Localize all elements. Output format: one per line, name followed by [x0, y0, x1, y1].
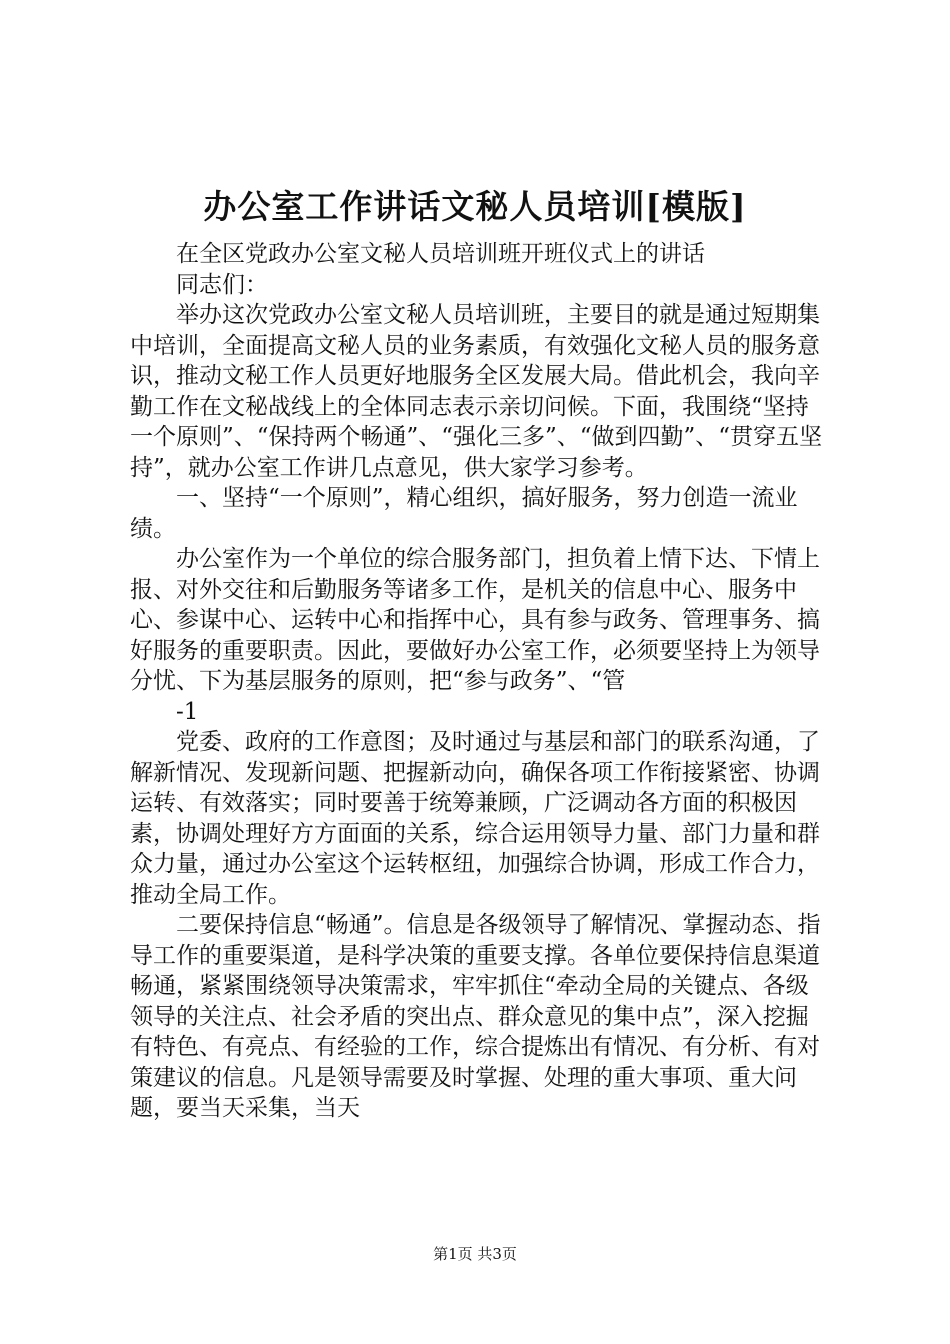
page-footer: 第1页 共3页 [433, 1245, 517, 1263]
paragraph: 二要保持信息“畅通”。信息是各级领导了解情况、掌握动态、指导工作的重要渠道，是科学决策的重要支撑。各单位要保持信息渠道畅通，紧紧围绕领导决策需求，牢牢抓住“牵动全局的关键点、各级领导的关注点、社会矛盾的突出点、群众意见的集中点”，深入挖掘有特色、有亮点、有经验的工作，综合提炼出有情况、有分析、有对策建议的信息。凡是领导需要及时掌握、处理的重大事项、重大问题，要当天采集，当天 [130, 912, 821, 1121]
document-title: 办公室工作讲话文秘人员培训[模版] [203, 187, 747, 226]
paragraph: 办公室作为一个单位的综合服务部门，担负着上情下达、下情上报、对外交往和后勤服务等诸多工作，是机关的信息中心、服务中心、参谋中心、运转中心和指挥中心，具有参与政务、管理事务、搞好服务的重要职责。因此，要做好办公室工作，必须要坚持上为领导分忧、下为基层服务的原则，把“参与政务”、“管 [130, 546, 820, 694]
paragraph: 举办这次党政办公室文秘人员培训班，主要目的就是通过短期集中培训，全面提高文秘人员的业务素质，有效强化文秘人员的服务意识，推动文秘工作人员更好地服务全区发展大局。借此机会，我向辛勤工作在文秘战线上的全体同志表示亲切问候。下面，我围绕“坚持一个原则”、“保持两个畅通”、“强化三多”、“做到四勤”、“贯穿五坚持”，就办公室工作讲几点意见，供大家学习参考。 [130, 302, 823, 481]
paragraph: 党委、政府的工作意图；及时通过与基层和部门的联系沟通，了解新情况、发现新问题、把握新动向，确保各项工作衔接紧密、协调运转、有效落实；同时要善于统筹兼顾，广泛调动各方面的积极因素，协调处理好方方面面的关系，综合运用领导力量、部门力量和群众力量，通过办公室这个运转枢纽，加强综合协调，形成工作合力，推动全局工作。 [130, 729, 820, 908]
page-marker: -1 [176, 698, 199, 725]
salutation: 同志们： [176, 271, 268, 298]
document-body [130, 239, 830, 1124]
section-heading: 一、坚持“一个原则”，精心组织，搞好服务，努力创造一流业绩。 [130, 485, 798, 542]
speech-subtitle: 在全区党政办公室文秘人员培训班开班仪式上的讲话 [176, 241, 705, 267]
